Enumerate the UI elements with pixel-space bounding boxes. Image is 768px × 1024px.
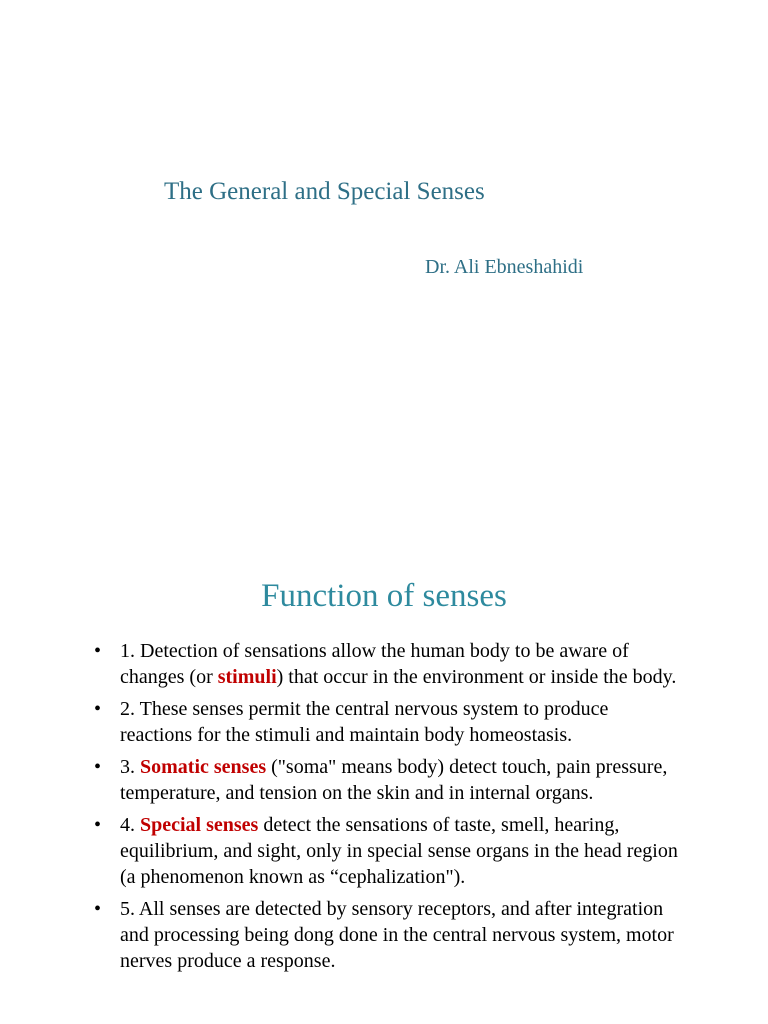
bullet-text-tail: detect the sensations of taste, smell, hearing, equilibrium, and sight, only in special sense organs in the head region (a phenomenon known as “cephalization").	[120, 814, 678, 888]
bullet-text: 2. These senses permit the central nervous system to produce reactions for the stimuli and maintain body homeostasis.	[120, 698, 609, 746]
bullet-item	[0, 638, 680, 690]
bullet-icon: •	[94, 898, 102, 920]
bullet-text: 1. Detection of sensations allow the human body to be aware of changes (or	[120, 640, 629, 688]
bullet-text: 5. All senses are detected by sensory receptors, and after integration and processing being dong done in the central nervous system, motor nerves produce a response.	[120, 898, 674, 972]
bullet-item	[0, 754, 680, 806]
bullet-item	[0, 696, 680, 748]
author-name: Dr. Ali Ebneshahidi	[425, 256, 584, 278]
bullet-item	[0, 896, 680, 974]
bullet-item	[0, 812, 680, 890]
highlighted-term: Special senses	[140, 814, 259, 836]
bullet-text: 4.	[120, 814, 140, 836]
bullet-icon: •	[94, 640, 102, 662]
bullet-icon: •	[94, 814, 102, 836]
bullet-text-tail: ) that occur in the environment or inside the body.	[276, 666, 677, 688]
bullet-list	[0, 638, 768, 980]
slide-title: The General and Special Senses	[164, 178, 485, 205]
highlighted-term: Somatic senses	[140, 756, 267, 778]
highlighted-term: stimuli	[217, 666, 277, 688]
content-slide	[0, 560, 768, 1024]
section-heading: Function of senses	[261, 578, 507, 614]
bullet-icon: •	[94, 698, 102, 720]
bullet-text-tail: ("soma" means body) detect touch, pain pressure, temperature, and tension on the skin and in internal organs.	[120, 756, 668, 804]
bullet-icon: •	[94, 756, 102, 778]
bullet-text: 3.	[120, 756, 140, 778]
